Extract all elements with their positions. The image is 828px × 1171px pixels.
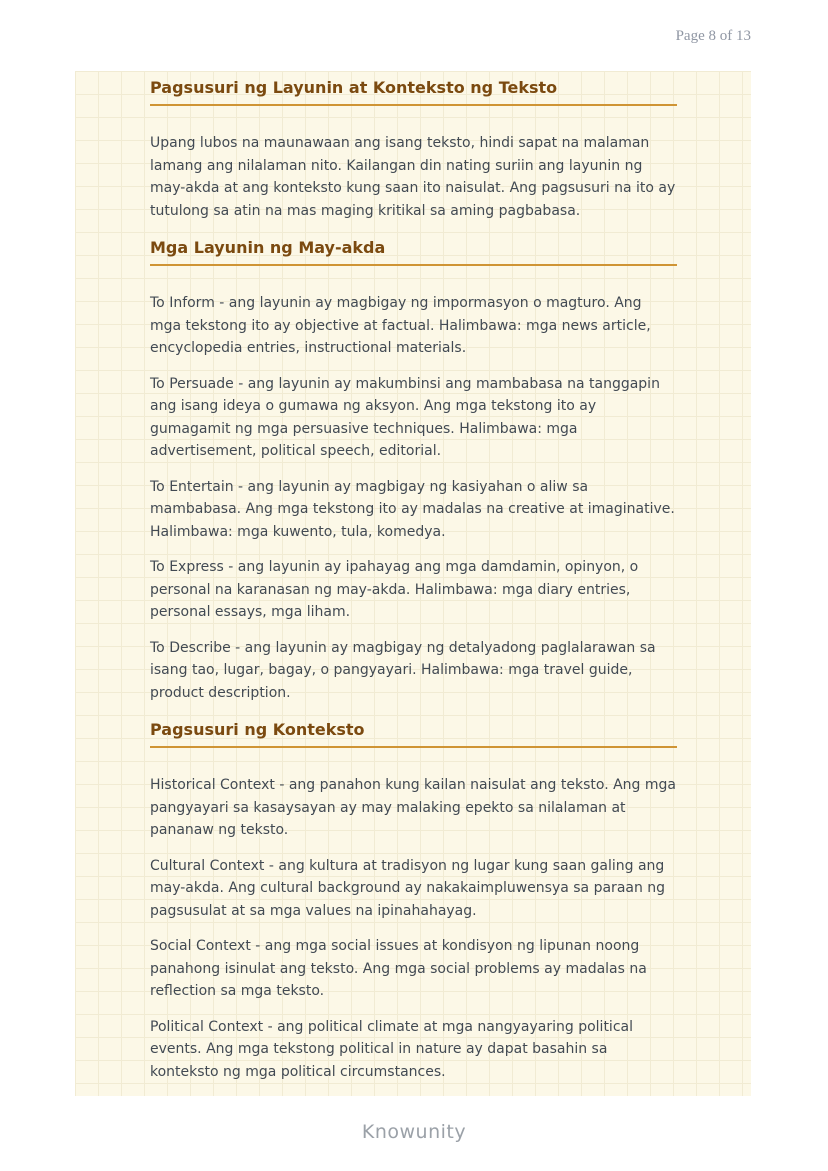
paragraph: To Describe - ang layunin ay magbigay ng detalyadong paglalarawan sa isang tao, lugar, bagay, o pangyayari. Halimbawa: mga travel guide, product description. xyxy=(150,639,656,701)
section-title: Mga Layunin ng May-akda xyxy=(150,237,677,266)
notebook-paper xyxy=(75,71,751,1096)
paragraph: To Entertain - ang layunin ay magbigay ng kasiyahan o aliw sa mambabasa. Ang mga tekstong ito ay madalas na creative at imaginative. Halimbawa: mga kuwento, tula, komedya. xyxy=(150,478,675,540)
paragraph: Historical Context - ang panahon kung kailan naisulat ang teksto. Ang mga pangyayari sa kasaysayan ay may malaking epekto sa nilalaman at pananaw ng teksto. xyxy=(150,777,676,838)
footer-brand: Knowunity xyxy=(361,1121,467,1143)
document-section xyxy=(150,719,677,1083)
page-indicator: Page 8 of 13 xyxy=(675,28,751,44)
document-section xyxy=(150,77,677,222)
paragraph: Social Context - ang mga social issues at kondisyon ng lipunan noong panahong isinulat ang teksto. Ang mga social problems ay madalas na reflection sa mga teksto. xyxy=(150,938,647,999)
paragraph: To Persuade - ang layunin ay makumbinsi ang mambabasa na tanggapin ang isang ideya o gumawa ng aksyon. Ang mga tekstong ito ay gumagamit ng mga persuasive techniques. Halimbawa: mga advertisement, political speech, editorial. xyxy=(150,375,660,459)
paragraph: To Inform - ang layunin ay magbigay ng impormasyon o magturo. Ang mga tekstong ito ay objective at factual. Halimbawa: mga news article, encyclopedia entries, instructional materials. xyxy=(150,295,651,356)
paragraph: Upang lubos na maunawaan ang isang teksto, hindi sapat na malaman lamang ang nilalaman nito. Kailangan din nating suriin ang layunin ng may-akda at ang konteksto kung saan ito naisulat. Ang pagsusuri na ito ay tutulong sa atin na mas maging kritikal sa aming pagbabasa. xyxy=(150,135,676,219)
section-title: Pagsusuri ng Konteksto xyxy=(150,719,677,748)
document-section xyxy=(150,237,677,704)
paragraph: Cultural Context - ang kultura at tradisyon ng lugar kung saan galing ang may-akda. Ang cultural background ay nakakaimpluwensya sa paraan ng pagsusulat at sa mga values na ipinahahayag. xyxy=(150,857,666,919)
paragraph: To Express - ang layunin ay ipahayag ang mga damdamin, opinyon, o personal na karanasan ng may-akda. Halimbawa: mga diary entries, personal essays, mga liham. xyxy=(150,559,639,620)
section-title: Pagsusuri ng Layunin at Konteksto ng Teksto xyxy=(150,77,677,106)
paragraph: Political Context - ang political climate at mga nangyayaring political events. Ang mga tekstong political in nature ay dapat basahin sa konteksto ng mga political circumstances. xyxy=(150,1018,633,1080)
document-content xyxy=(75,71,751,1083)
